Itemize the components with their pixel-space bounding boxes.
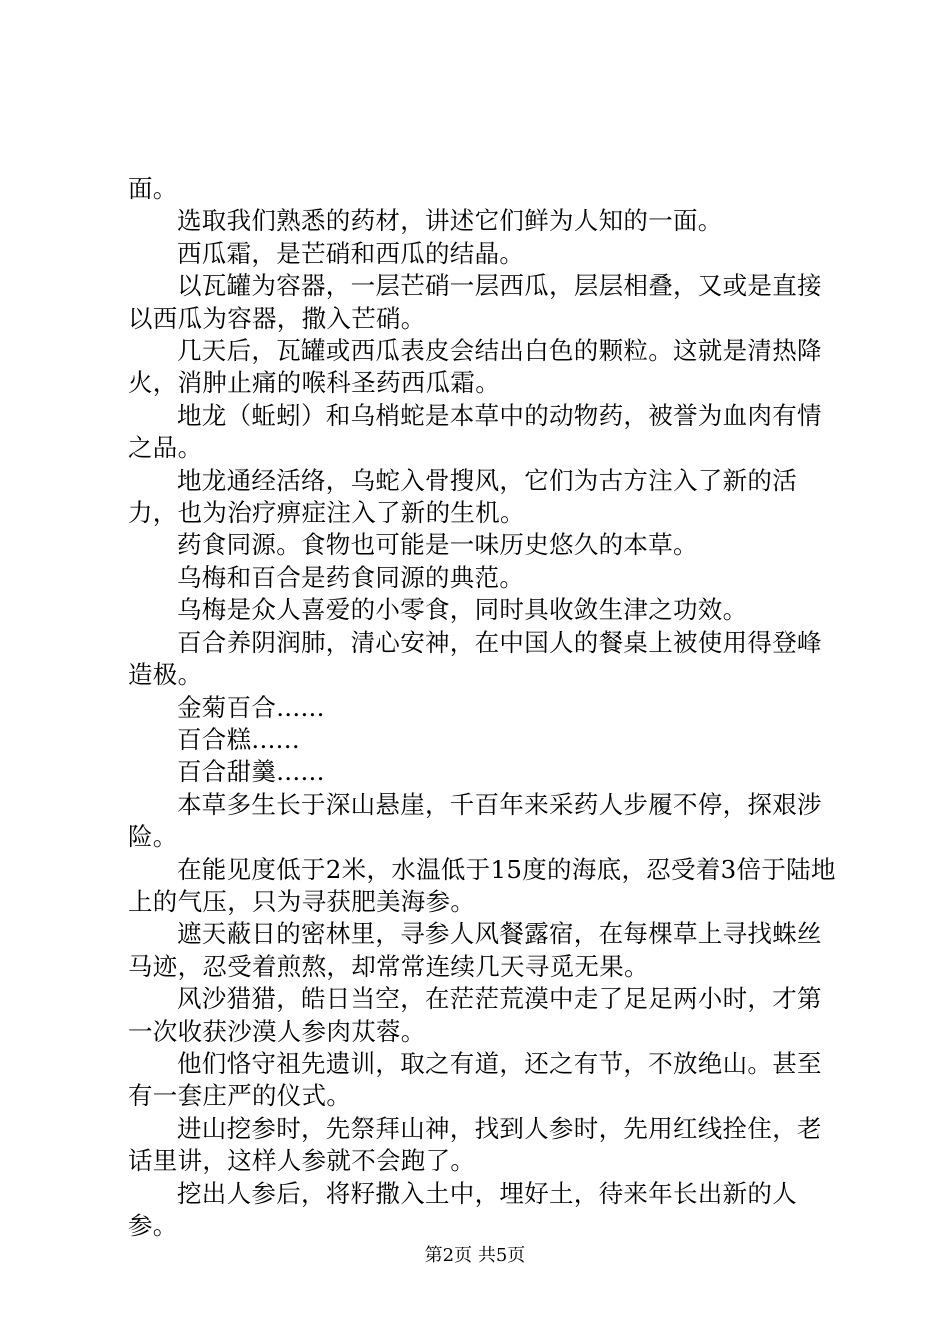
paragraph: 几天后，瓦罐或西瓜表皮会结出白色的颗粒。这就是清热降火，消肿止痛的喉科圣药西瓜霜。 [128, 336, 822, 398]
paragraph-continued: 面。 [128, 174, 178, 203]
paragraph: 风沙猎猎，皓日当空，在茫茫荒漠中走了足足两小时，才第一次收获沙漠人参肉苁蓉。 [128, 984, 822, 1046]
paragraph: 进山挖参时，先祭拜山神，找到人参时，先用红线拴住，老话里讲，这样人参就不会跑了。 [128, 1113, 822, 1176]
paragraph: 百合甜羹...... [177, 757, 325, 787]
paragraph: 遮天蔽日的密林里，寻参人风餐露宿，在每棵草上寻找蛛丝马迹，忍受着煎熬，却常常连续几天寻觅无果。 [128, 919, 822, 981]
paragraph: 他们恪守祖先遗训，取之有道，还之有节，不放绝山。甚至有一套庄严的仪式。 [128, 1048, 822, 1111]
paragraph: 本草多生长于深山悬崖，千百年来采药人步履不停，探艰涉险。 [128, 789, 822, 852]
paragraph: 乌梅和百合是药食同源的典范。 [177, 562, 525, 592]
paragraph: 地龙通经活络，乌蛇入骨搜风，它们为古方注入了新的活力，也为治疗痹症注入了新的生机。 [128, 465, 797, 528]
paragraph: 百合糕...... [177, 724, 300, 754]
paragraph: 选取我们熟悉的药材，讲述它们鲜为人知的一面。 [177, 206, 723, 236]
paragraph: 地龙（蚯蚓）和乌梢蛇是本草中的动物药，被誉为血肉有情之品。 [128, 400, 822, 463]
paragraph: 药食同源。食物也可能是一味历史悠久的本草。 [177, 530, 698, 560]
paragraph: 在能见度低于2米，水温低于15度的海底，忍受着3倍于陆地上的气压，只为寻获肥美海参。 [128, 854, 836, 916]
document-body [128, 173, 838, 1242]
paragraph: 百合养阴润肺，清心安神，在中国人的餐桌上被使用得登峰造极。 [128, 627, 822, 690]
paragraph: 挖出人参后，将籽撒入土中，埋好土，待来年长出新的人参。 [128, 1178, 797, 1240]
page-number-footer: 第2页 共5页 [424, 1245, 526, 1266]
paragraph: 金菊百合...... [177, 692, 325, 722]
paragraph: 西瓜霜，是芒硝和西瓜的结晶。 [177, 238, 525, 268]
paragraph: 以瓦罐为容器，一层芒硝一层西瓜，层层相叠，又或是直接以西瓜为容器，撒入芒硝。 [128, 271, 822, 333]
paragraph: 乌梅是众人喜爱的小零食，同时具收敛生津之功效。 [177, 595, 748, 625]
